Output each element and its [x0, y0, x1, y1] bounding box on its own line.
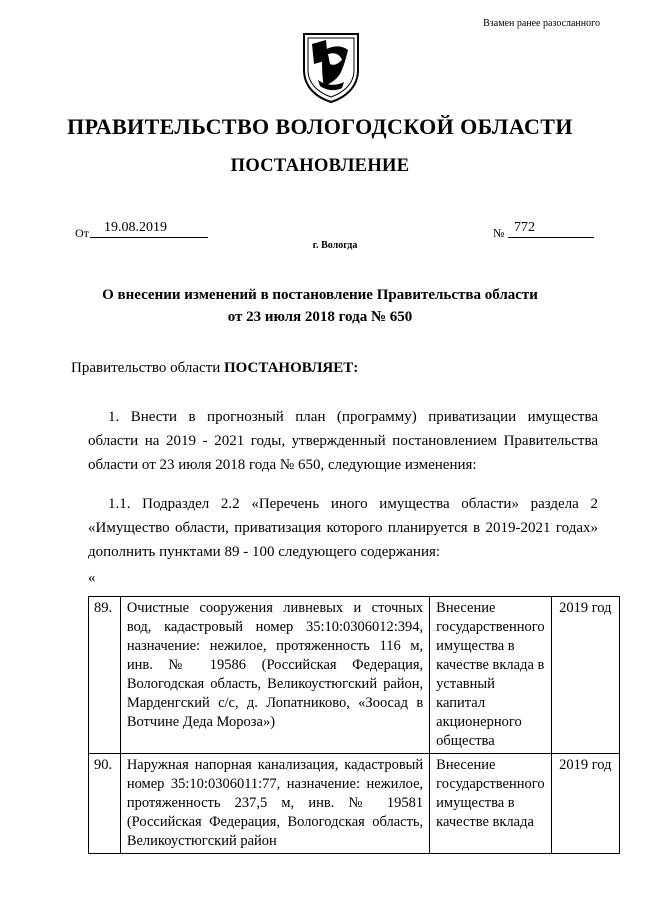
document-title — [0, 284, 640, 328]
coat-of-arms-icon — [300, 30, 362, 104]
paragraph-2-line-3: дополнить пунктами 89 - 100 следующего содержания: — [88, 544, 441, 560]
document-type-heading: ПОСТАНОВЛЕНИЕ — [230, 156, 410, 176]
document-number: 772 — [508, 219, 594, 238]
property-table-viewport — [80, 594, 620, 849]
document-date: 19.08.2019 — [90, 219, 208, 238]
date-label: От — [75, 226, 89, 240]
paragraph-2-line-1: 1.1. Подраздел 2.2 «Перечень иного имущества области» раздела 2 — [108, 496, 598, 512]
title-line-1: О внесении изменений в постановление Правительства области — [102, 287, 538, 303]
distribution-note: Взамен ранее разосланного — [483, 18, 600, 29]
resolution-intro — [71, 360, 358, 377]
paragraph-1-line-3: области от 23 июля 2018 года № 650, следующие изменения: — [88, 457, 477, 473]
resolution-subject: Правительство области — [71, 360, 221, 376]
opening-quote: « — [88, 570, 96, 586]
paragraph-1-line-2: области на 2019 - 2021 годы, утвержденный постановлением Правительства — [88, 433, 598, 449]
row-year: 2019 год — [551, 754, 619, 854]
number-label: № — [493, 226, 505, 240]
organization-heading: ПРАВИТЕЛЬСТВО ВОЛОГОДСКОЙ ОБЛАСТИ — [67, 114, 573, 139]
property-table — [88, 596, 620, 854]
row-description: Наружная напорная канализация, кадастровый номер 35:10:0306011:77, назначение: нежилое, протяженность 237,5 м, инв. № 19581 (Российская Федерация, Вологодская область, Великоустюгский район — [120, 754, 429, 854]
row-method: Внесение государственного имущества в качестве вклада — [430, 754, 551, 854]
row-year: 2019 год — [551, 597, 619, 754]
resolution-action: ПОСТАНОВЛЯЕТ: — [223, 360, 359, 376]
table-row — [89, 597, 620, 754]
row-description: Очистные сооружения ливневых и сточных вод, кадастровый номер 35:10:0306012:394, назначение: нежилое, протяженность 116 м, инв. № 19586 (Российская Федерация, Вологодская область, Великоустюгский район, Марденгский с/с, д. Лопатниково, «Зоосад в Вотчине Деда Мороза») — [120, 597, 429, 754]
row-number: 89. — [89, 597, 121, 754]
city-label: г. Вологда — [312, 240, 358, 251]
title-line-2: от 23 июля 2018 года № 650 — [227, 309, 413, 325]
paragraph-1-line-1: 1. Внести в прогнозный план (программу) приватизации имущества — [108, 409, 598, 425]
row-method: Внесение государственного имущества в качестве вклада в уставный капитал акционерного общества — [430, 597, 551, 754]
row-number: 90. — [89, 754, 121, 854]
paragraph-2-line-2: «Имущество области, приватизация которого планируется в 2019-2021 годах» — [88, 520, 598, 536]
table-row — [89, 754, 620, 854]
